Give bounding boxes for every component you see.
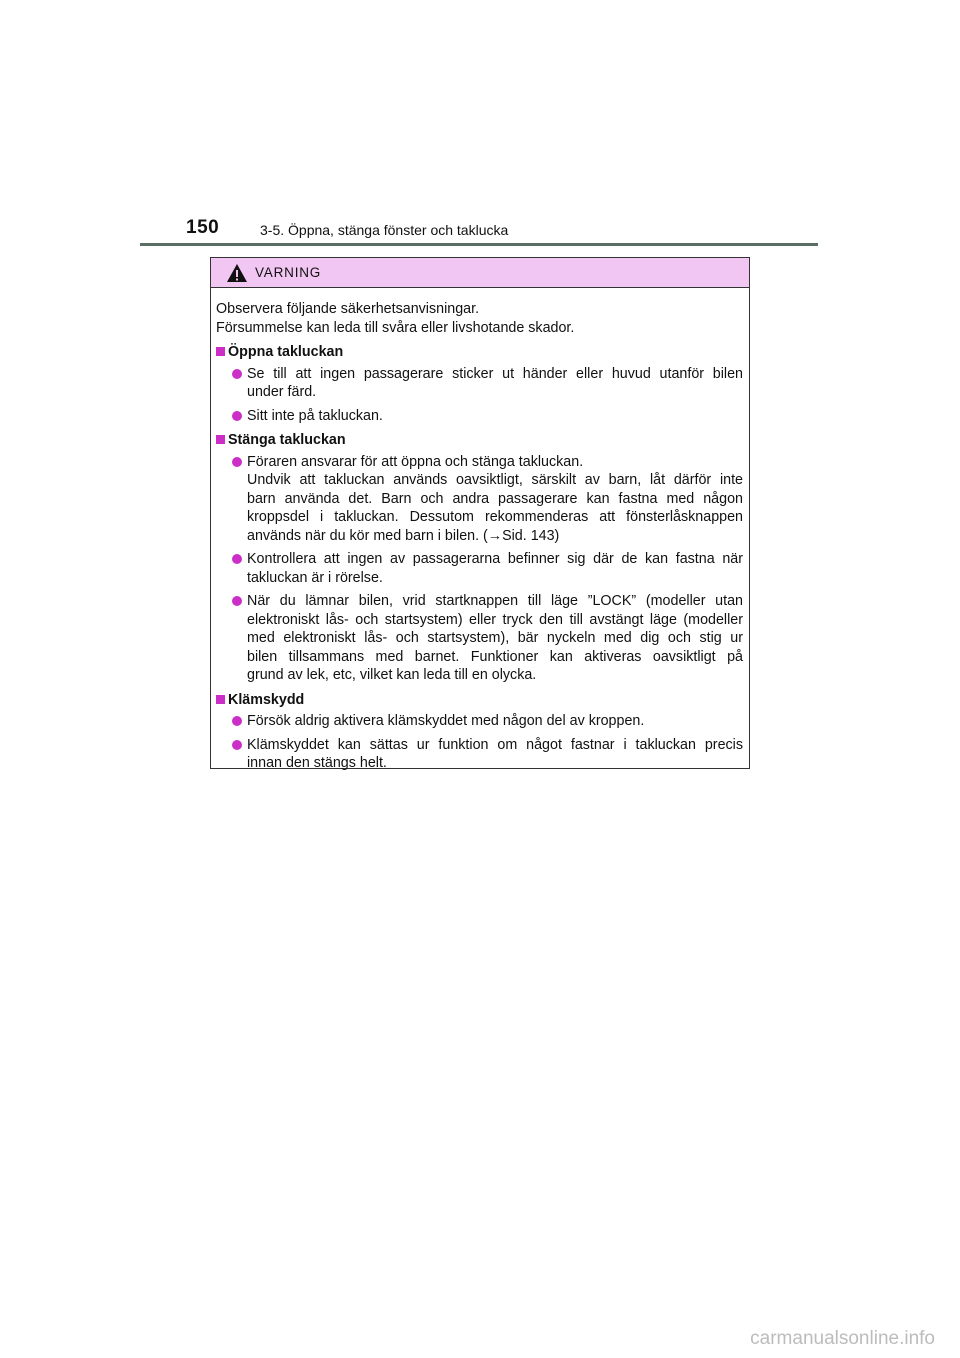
section-heading-text: Klämskydd [228, 691, 305, 708]
page-number: 150 [186, 217, 220, 238]
bullet-item [216, 365, 743, 402]
round-bullet-icon [232, 411, 242, 421]
bullet-item [216, 736, 743, 773]
bullet-line: innan den stängs helt. [247, 755, 387, 771]
bullet-line: elektroniskt lås- och startsystem) eller tryck den till avstängt läge (modeller [247, 611, 743, 628]
bullet-item [216, 592, 743, 685]
round-bullet-icon [232, 554, 242, 564]
bullet-line: under färd. [247, 384, 317, 400]
bullet-line: barn använda det. Barn och andra passagerare kan fastna med någon [247, 490, 743, 507]
warning-header [211, 258, 749, 288]
warning-triangle-icon [226, 263, 248, 283]
warning-box [210, 257, 750, 769]
bullet-line: Undvik att takluckan används oavsiktligt, särskilt av barn, låt därför inte [247, 472, 743, 488]
bullet-line: Försök aldrig aktivera klämskyddet med någon del av kroppen. [247, 713, 645, 729]
square-bullet-icon [216, 695, 225, 704]
bullet-line: Kontrollera att ingen av passagerarna befinner sig där de kan fastna när [247, 551, 743, 567]
bullet-line: Föraren ansvarar för att öppna och stänga takluckan. [247, 453, 584, 470]
watermark: carmanualsonline.info [750, 1328, 935, 1349]
bullet-line: Sitt inte på takluckan. [247, 407, 383, 424]
section-heading [216, 691, 743, 710]
round-bullet-icon [232, 716, 242, 726]
section-title: 3-5. Öppna, stänga fönster och taklucka [260, 222, 509, 238]
warning-intro: Observera följande säkerhetsanvisningar. [216, 301, 480, 317]
warning-intro: Försummelse kan leda till svåra eller livshotande skador. [216, 319, 575, 336]
bullet-item [216, 550, 743, 587]
section-heading [216, 343, 743, 362]
bullet-item [216, 407, 743, 426]
bullet-line: När du lämnar bilen, vrid startknappen till läge ”LOCK” (modeller utan [247, 593, 743, 609]
warning-body [211, 288, 749, 773]
warning-title: VARNING [255, 265, 322, 280]
bullet-line: grund av lek, etc, vilket kan leda till en olycka. [247, 667, 537, 683]
round-bullet-icon [232, 596, 242, 606]
section-heading [216, 431, 743, 450]
bullet-line: takluckan är i rörelse. [247, 569, 383, 586]
square-bullet-icon [216, 347, 225, 356]
bullet-line: med elektroniskt lås- och startsystem), bär nyckeln med dig och stig ur [247, 630, 743, 646]
bullet-line: används när du kör med barn i bilen. (→Sid. 143) [247, 527, 560, 544]
square-bullet-icon [216, 435, 225, 444]
bullet-item [216, 453, 743, 546]
round-bullet-icon [232, 457, 242, 467]
bullet-line: Se till att ingen passagerare sticker ut händer eller huvud utanför bilen [247, 365, 743, 382]
header-divider [140, 243, 818, 246]
section-heading-text: Stänga takluckan [228, 432, 346, 448]
bullet-line: Klämskyddet kan sättas ur funktion om något fastnar i takluckan precis [247, 736, 743, 753]
round-bullet-icon [232, 740, 242, 750]
round-bullet-icon [232, 369, 242, 379]
bullet-line: kroppsdel i takluckan. Dessutom rekommenderas att fönsterlåsknappen [247, 509, 743, 525]
section-heading-text: Öppna takluckan [228, 344, 344, 360]
bullet-item [216, 712, 743, 731]
bullet-line: bilen tillsammans med barnet. Funktioner kan aktiveras oavsiktligt på [247, 648, 743, 665]
